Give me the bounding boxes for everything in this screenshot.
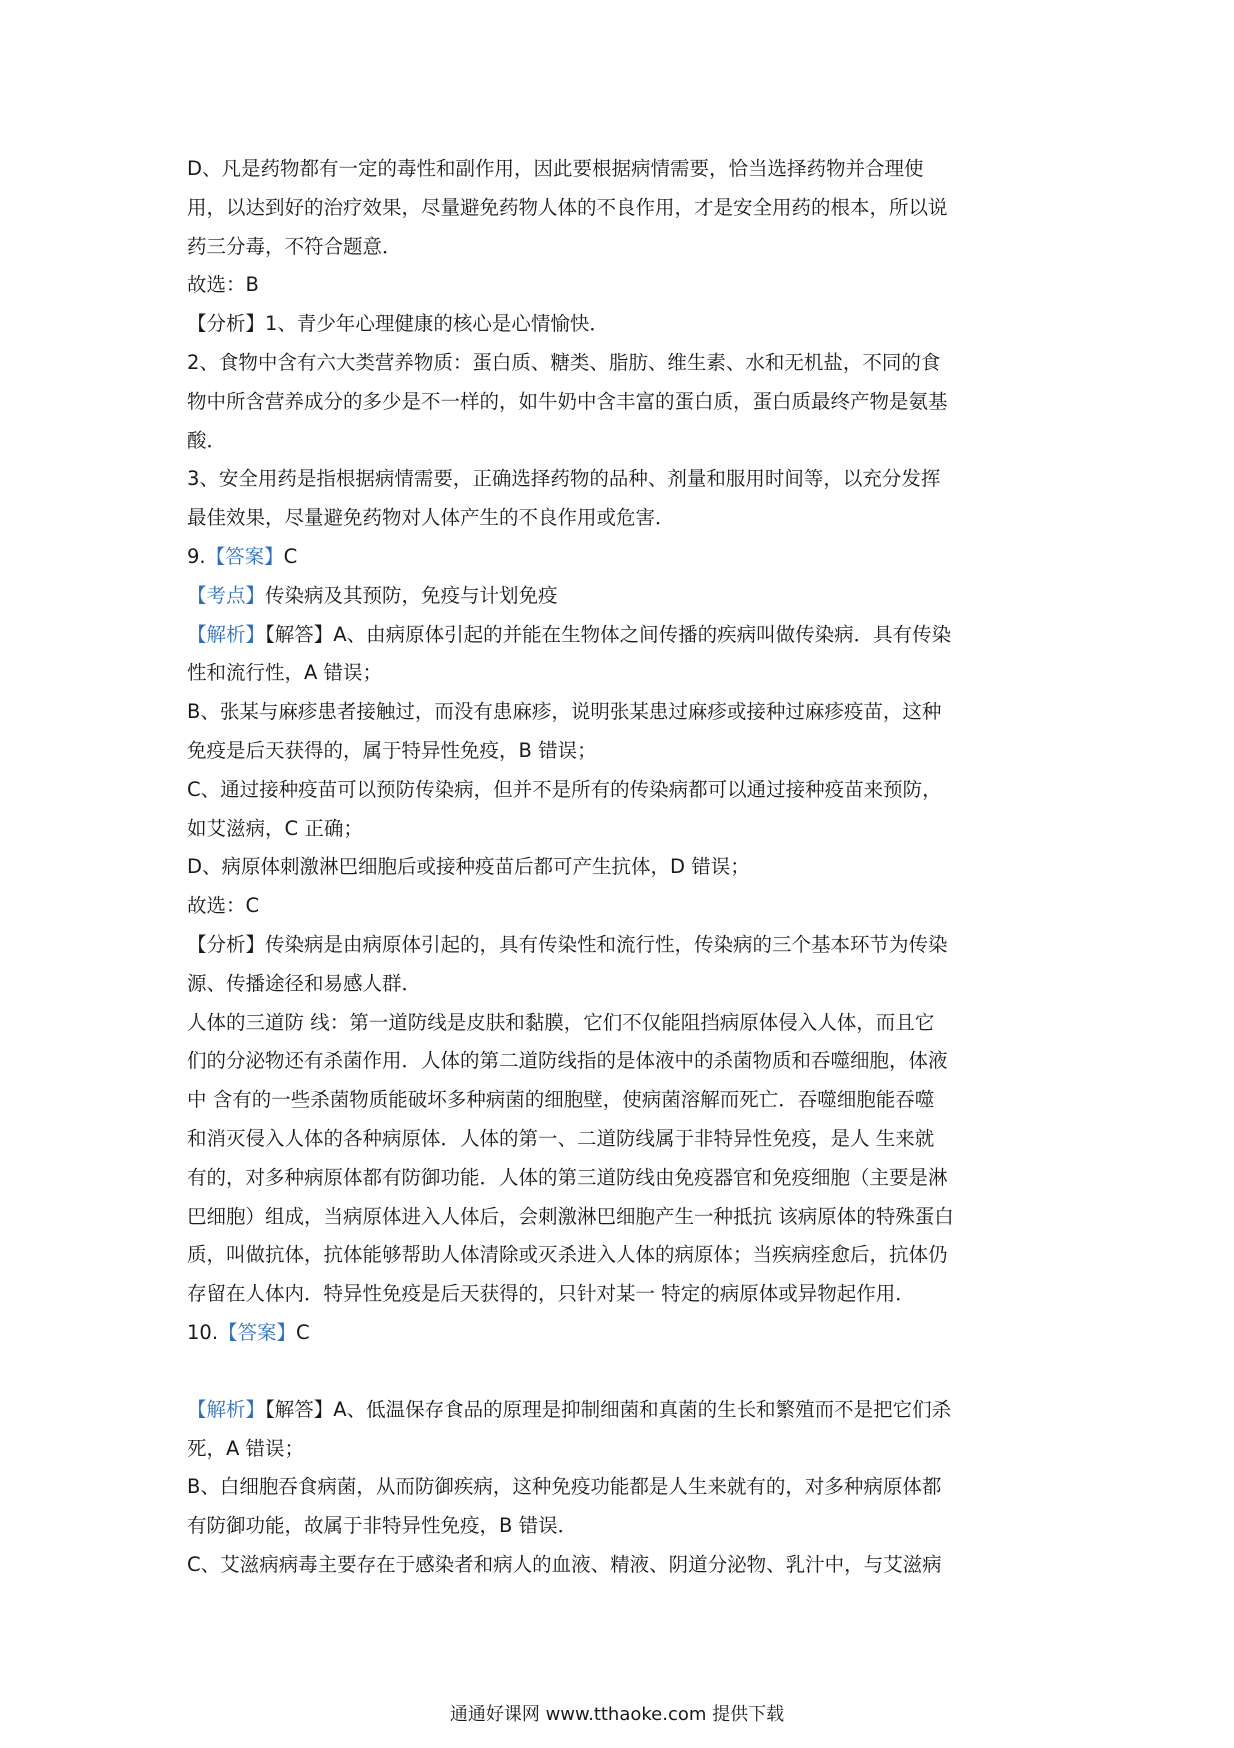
text-line: 死，A 错误； [187,1436,305,1460]
text-line: 2、食物中含有六大类营养物质：蛋白质、糖类、脂肪、维生素、水和无机盐，不同的食 [187,350,941,374]
question-number: 10. [187,1320,219,1344]
text-line: B、白细胞吞食病菌，从而防御疾病，这种免疫功能都是人生来就有的，对多种病原体都 [187,1475,942,1499]
text-line: D、凡是药物都有一定的毒性和副作用，因此要根据病情需要，恰当选择药物并合理使 [187,157,924,180]
section-a [187,150,1067,538]
text-line: 性和流行性，A 错误； [187,661,383,685]
jiexi-tag: 【解析】 [187,1397,266,1421]
text-line: B、张某与麻疹患者接触过，而没有患麻疹，说明张某患过麻疹或接种过麻疹疫苗，这种 [187,700,942,724]
question-9 [187,538,1067,1314]
question-number: 9. [187,544,206,568]
jiexi-text: 【解答】A、由病原体引起的并能在生物体之间传播的疾病叫做传染病．具有传染 [265,622,952,646]
jiexi-text: 【解答】A、低温保存食品的原理是抑制细菌和真菌的生长和繁殖而不是把它们杀 [265,1397,952,1421]
question-10 [187,1314,1067,1585]
document-page [187,150,1067,1585]
answer-tag: 【答案】 [205,544,284,568]
jiexi-tag: 【解析】 [187,622,266,646]
text-line: 物中所含营养成分的多少是不一样的，如牛奶中含丰富的蛋白质，蛋白质最终产物是氨基 [187,389,948,413]
kaodian-tag: 【考点】 [187,583,266,607]
text-line: 存留在人体内．特异性免疫是后天获得的，只针对某一 特定的病原体或异物起作用． [187,1282,915,1306]
text-line: 们的分泌物还有杀菌作用．人体的第二道防线指的是体液中的杀菌物质和吞噬细胞，体液 [187,1049,948,1073]
text-line: 有防御功能，故属于非特异性免疫，B 错误． [187,1514,578,1538]
answer-tag: 【答案】 [218,1320,297,1344]
text-line: 免疫是后天获得的，属于特异性免疫，B 错误； [187,738,597,762]
kaodian-line [187,577,1067,616]
text-line: 用，以达到好的治疗效果，尽量避免药物人体的不良作用，才是安全用药的根本，所以说 [187,195,948,219]
jiexi-line [187,616,1067,655]
text-line: D、病原体刺激淋巴细胞后或接种疫苗后都可产生抗体，D 错误； [187,855,750,879]
text-line: C、通过接种疫苗可以预防传染病，但并不是所有的传染病都可以通过接种疫苗来预防， [187,777,942,801]
answer-line [187,1314,1067,1353]
text-line: 3、安全用药是指根据病情需要，正确选择药物的品种、剂量和服用时间等，以充分发挥 [187,467,941,491]
text-line: 源、传播途径和易感人群． [187,971,422,995]
text-line: 酸． [187,428,227,452]
jiexi-line [187,1391,1067,1430]
text-line: 【分析】1、青少年心理健康的核心是心情愉快． [187,312,609,336]
answer-value: C [296,1320,310,1344]
text-line: C、艾滋病病毒主要存在于感染者和病人的血液、精液、阴道分泌物、乳汁中，与艾滋病 [187,1552,942,1576]
text-line: 有的，对多种病原体都有防御功能．人体的第三道防线由免疫器官和免疫细胞（主要是淋 [187,1165,948,1189]
page-footer: 通通好课网 www.tthaoke.com 提供下载 [449,1704,785,1725]
text-line: 故选：C [187,894,260,918]
answer-line [187,538,1067,577]
text-line: 药三分毒，不符合题意． [187,234,402,258]
answer-value: C [283,544,298,568]
text-line: 如艾滋病，C 正确； [187,816,363,840]
text-line: 巴细胞）组成，当病原体进入人体后，会刺激淋巴细胞产生一种抵抗 该病原体的特殊蛋白 [187,1204,954,1228]
blank-gap [187,1353,1067,1391]
text-line: 人体的三道防 线：第一道防线是皮肤和黏膜，它们不仅能阻挡病原体侵入人体，而且它 [187,1010,935,1034]
text-line: 【分析】传染病是由病原体引起的，具有传染性和流行性，传染病的三个基本环节为传染 [187,932,948,956]
text-line: 故选：B [187,273,259,297]
text-line: 质，叫做抗体，抗体能够帮助人体清除或灭杀进入人体的病原体；当疾病痊愈后，抗体仍 [187,1243,948,1267]
kaodian-text: 传染病及其预防，免疫与计划免疫 [265,583,558,607]
text-line: 最佳效果，尽量避免药物对人体产生的不良作用或危害． [187,506,675,530]
text-line: 中 含有的一些杀菌物质能破坏多种病菌的细胞壁，使病菌溶解而死亡．吞噬细胞能吞噬 [187,1088,935,1112]
text-line: 和消灭侵入人体的各种病原体．人体的第一、二道防线属于非特异性免疫，是人 生来就 [187,1126,935,1150]
